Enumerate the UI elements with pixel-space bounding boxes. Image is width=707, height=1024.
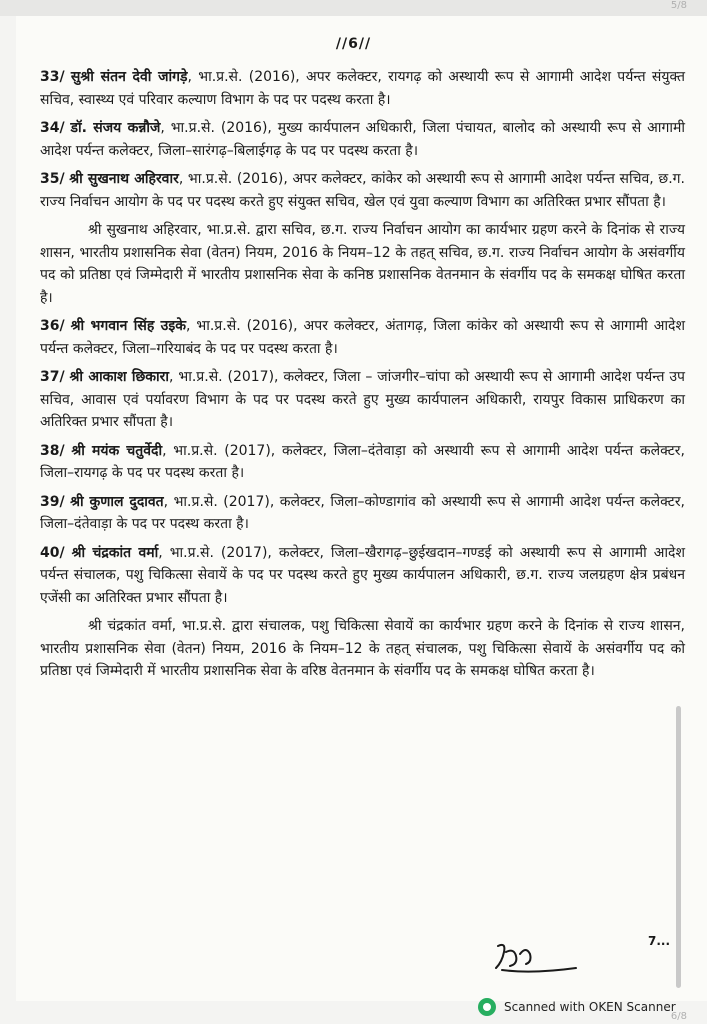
officer-name: सुश्री संतन देवी जांगड़े (70, 69, 188, 85)
order-paragraph-34 (40, 117, 685, 162)
order-paragraph-40 (40, 542, 685, 610)
order-paragraph-40-note (40, 615, 685, 683)
item-number: 37/ (40, 369, 65, 385)
scanner-watermark (478, 996, 676, 1018)
item-number: 34/ (40, 120, 65, 136)
item-number: 40/ (40, 544, 65, 561)
order-paragraph-36 (40, 315, 685, 360)
order-paragraph-35-note (40, 219, 685, 309)
order-text: , भा.प्र.से. (2017), कलेक्टर, जिला–दंतेवाड़ा को अस्थायी रूप से आगामी आदेश पर्यन्त कलेक्टर, जिला–रायगढ़ के पद पर पदस्थ करता है। (40, 442, 685, 481)
order-paragraph-37 (40, 366, 685, 434)
officer-name: श्री भगवान सिंह उइके (70, 318, 186, 334)
order-text: , भा.प्र.से. (2016), अपर कलेक्टर, अंतागढ़, जिला कांकेर को अस्थायी रूप से आगामी आदेश पर्यन्त कलेक्टर, जिला–गरियाबंद के पद पर पदस्थ करता है। (40, 318, 686, 357)
order-text: श्री चंद्रकांत वर्मा, भा.प्र.से. द्वारा संचालक, पशु चिकित्सा सेवायें का कार्यभार ग्रहण करने के दिनांक से राज्य शासन, भारतीय प्रशासनिक सेवा (वेतन) नियम, 2016 के नियम–12 के तहत् संचालक, पशु चिकित्सा सेवायें के असंवर्गीय पद को प्रतिष्ठा एवं जिम्मेदारी में भारतीय प्रशासनिक सेवा के वरिष्ठ वेतनमान के संवर्गीय पद के समकक्ष घोषित करता है। (40, 618, 685, 679)
item-number: 33/ (40, 69, 65, 85)
item-number: 35/ (40, 171, 65, 187)
page-counter-top: 5/8 (670, 0, 687, 11)
page-counter-bottom: 6/8 (670, 1011, 687, 1022)
order-text: श्री सुखनाथ अहिरवार, भा.प्र.से. द्वारा सचिव, छ.ग. राज्य निर्वाचन आयोग का कार्यभार ग्रहण करने के दिनांक से राज्य शासन, भारतीय प्रशासनिक सेवा (वेतन) नियम, 2016 के नियम–12 के तहत् सचिव, छ.ग. राज्य निर्वाचन आयोग के असंवर्गीय पद को प्रतिष्ठा एवं जिम्मेदारी में भारतीय प्रशासनिक सेवा के कनिष्ठ प्रशासनिक वेतनमान के संवर्गीय पद के समकक्ष घोषित करता है। (40, 222, 685, 306)
order-paragraph-39 (40, 491, 685, 536)
item-number: 36/ (40, 318, 65, 334)
order-text: , भा.प्र.से. (2016), अपर कलेक्टर, कांकेर को अस्थायी रूप से आगामी आदेश पर्यन्त सचिव, छ.ग. राज्य निर्वाचन आयोग के पद पर पदस्थ करते हुए संयुक्त सचिव, खेल एवं युवा कल्याण विभाग का अतिरिक्त प्रभार सौंपता है। (40, 171, 685, 210)
order-text: , भा.प्र.से. (2017), कलेक्टर, जिला – जांजगीर–चांपा को अस्थायी रूप से आगामी आदेश पर्यन्त उप सचिव, आवास एवं पर्यावरण विभाग के पद पर पदस्थ करते हुए मुख्य कार्यपालन अधिकारी, रायपुर विकास प्राधिकरण का अतिरिक्त प्रभार सौंपता है। (40, 369, 685, 430)
order-text: , भा.प्र.से. (2016), मुख्य कार्यपालन अधिकारी, जिला पंचायत, बालोद को अस्थायी रूप से आगामी आदेश पर्यन्त कलेक्टर, जिला–सारंगढ़–बिलाईगढ़ के पद पर पदस्थ करता है। (40, 120, 685, 159)
viewer-top-bar (0, 0, 707, 16)
officer-name: डॉ. संजय कन्नौजे (70, 120, 161, 136)
officer-name: श्री आकाश छिकारा (69, 369, 170, 385)
scrollbar[interactable] (676, 706, 681, 988)
oken-logo-icon (478, 998, 496, 1016)
item-number: 38/ (40, 442, 65, 459)
order-text: , भा.प्र.से. (2016), अपर कलेक्टर, रायगढ़ को अस्थायी रूप से आगामी आदेश पर्यन्त संयुक्त सचिव, स्वास्थ्य एवं परिवार कल्याण विभाग के पद पर पदस्थ करता है। (40, 69, 685, 108)
item-number: 39/ (40, 493, 65, 510)
order-paragraph-33 (40, 66, 685, 111)
officer-name: श्री कुणाल दुदावत (70, 493, 164, 510)
order-text: , भा.प्र.से. (2017), कलेक्टर, जिला–कोण्डागांव को अस्थायी रूप से आगामी आदेश पर्यन्त कलेक्टर, जिला–दंतेवाड़ा के पद पर पदस्थ करता है। (40, 493, 685, 532)
next-page-marker: 7... (648, 934, 671, 948)
officer-name: श्री मयंक चतुर्वेदी (71, 442, 163, 459)
order-paragraph-35 (40, 168, 685, 213)
signature-image (492, 938, 582, 976)
officer-name: श्री सुखनाथ अहिरवार (69, 171, 179, 187)
scanner-label: Scanned with OKEN Scanner (504, 1000, 676, 1014)
officer-name: श्री चंद्रकांत वर्मा (71, 544, 159, 561)
document-body (40, 66, 685, 689)
order-text: , भा.प्र.से. (2017), कलेक्टर, जिला–खैरागढ़–छुईखदान–गण्डई को अस्थायी रूप से आगामी आदेश पर्यन्त संचालक, पशु चिकित्सा सेवायें के पद पर पदस्थ करते हुए मुख्य कार्यपालन अधिकारी, छ.ग. राज्य जलग्रहण क्षेत्र प्रबंधन एजेंसी का अतिरिक्त प्रभार सौंपता है। (40, 544, 686, 606)
page-number: //6// (335, 36, 372, 52)
order-paragraph-38 (40, 440, 685, 485)
